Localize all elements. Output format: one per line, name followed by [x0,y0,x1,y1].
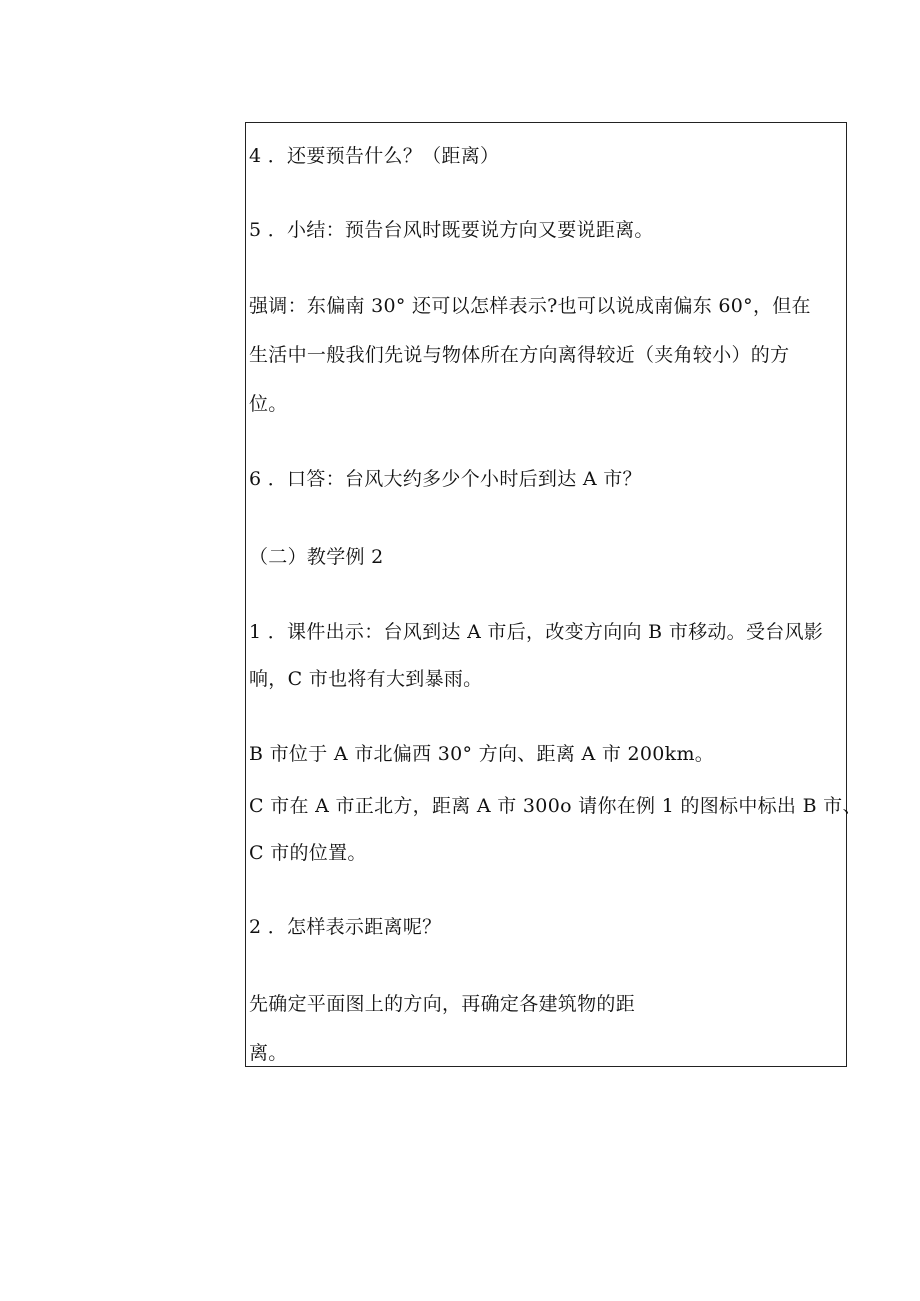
text-line-city-c: C 市在 A 市正北方，距离 A 市 300o 请你在例 1 的图标中标出 B 市、 [249,795,862,817]
text-line-courseware-cont: 响，C 市也将有大到暴雨。 [249,668,483,690]
section-heading-example-2: （二）教学例 2 [249,546,384,568]
text-line-distance-question-2: 2 ．怎样表示距离呢？ [249,916,442,938]
text-line-method-end: 离。 [249,1042,288,1064]
text-line-summary-5: 5 ．小结：预告台风时既要说方向又要说距离。 [249,219,654,241]
text-line-oral-answer-6: 6 ．口答：台风大约多少个小时后到达 A 市？ [249,468,642,490]
text-line-emphasis: 强调：东偏南 30° 还可以怎样表示?也可以说成南偏东 60°，但在 [249,295,811,317]
text-line-method: 先确定平面图上的方向，再确定各建筑物的距 [249,993,636,1015]
text-line-courseware-1: 1 ．课件出示：台风到达 A 市后，改变方向向 B 市移动。受台风影 [249,621,824,643]
text-line-city-b: B 市位于 A 市北偏西 30° 方向、距离 A 市 200km。 [249,743,715,765]
text-line-emphasis-cont: 生活中一般我们先说与物体所在方向离得较近（夹角较小）的方 [249,344,790,366]
text-line-question-4: 4 ．还要预告什么？（距离） [249,145,500,167]
text-line-city-c-cont: C 市的位置。 [249,842,367,864]
text-line-emphasis-end: 位。 [249,393,288,415]
